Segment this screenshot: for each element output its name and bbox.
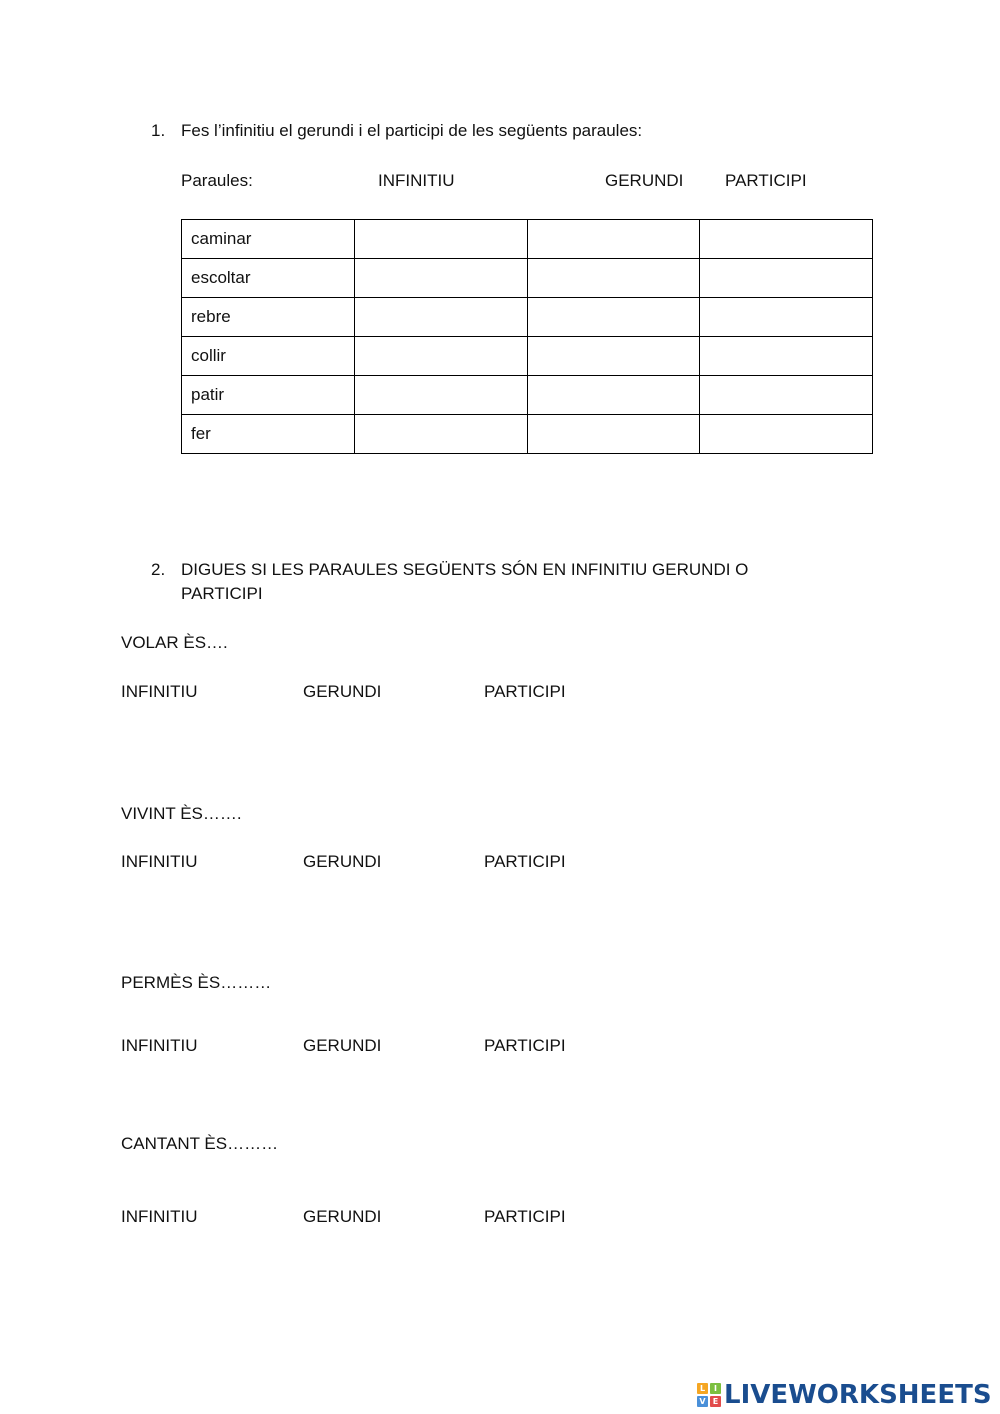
participi-answer-cell[interactable] — [700, 298, 873, 337]
gerundi-answer-cell[interactable] — [527, 415, 700, 454]
table-row — [182, 415, 873, 454]
infinitiu-answer-cell[interactable] — [354, 298, 527, 337]
gerundi-answer-cell[interactable] — [527, 298, 700, 337]
liveworksheets-logo — [697, 1380, 992, 1410]
exercise-1-number: 1. — [151, 121, 166, 140]
infinitiu-answer-cell[interactable] — [354, 415, 527, 454]
logo-grid-icon — [697, 1383, 721, 1407]
table-row — [182, 220, 873, 259]
option-infinitiu[interactable]: INFINITIU — [121, 1036, 198, 1055]
logo-grid-letter: E — [710, 1396, 721, 1407]
participi-answer-cell[interactable] — [700, 259, 873, 298]
word-cell: caminar — [182, 220, 355, 259]
option-infinitiu[interactable]: INFINITIU — [121, 1207, 198, 1226]
table-row — [182, 376, 873, 415]
option-gerundi[interactable]: GERUNDI — [303, 1036, 382, 1055]
table-row — [182, 259, 873, 298]
option-infinitiu[interactable]: INFINITIU — [121, 682, 198, 701]
question-prompt-volar: VOLAR ÈS…. — [121, 633, 228, 652]
option-gerundi[interactable]: GERUNDI — [303, 852, 382, 871]
option-gerundi[interactable]: GERUNDI — [303, 682, 382, 701]
exercise-2-number: 2. — [151, 560, 166, 579]
header-participi: PARTICIPI — [725, 171, 807, 190]
logo-text: LIVEWORKSHEETS — [724, 1380, 992, 1410]
exercise-1-instruction: Fes l’infinitiu el gerundi i el participi de les següents paraules: — [181, 121, 643, 140]
option-participi[interactable]: PARTICIPI — [484, 682, 566, 701]
word-cell: rebre — [182, 298, 355, 337]
infinitiu-answer-cell[interactable] — [354, 376, 527, 415]
participi-answer-cell[interactable] — [700, 376, 873, 415]
header-gerundi: GERUNDI — [605, 171, 684, 190]
header-infinitiu: INFINITIU — [378, 171, 455, 190]
header-paraules: Paraules: — [181, 171, 253, 190]
question-prompt-vivint: VIVINT ÈS……. — [121, 804, 242, 823]
word-cell: fer — [182, 415, 355, 454]
participi-answer-cell[interactable] — [700, 337, 873, 376]
exercise-2-instruction-line-1: DIGUES SI LES PARAULES SEGÜENTS SÓN EN INFINITIU GERUNDI O — [181, 560, 749, 579]
word-cell: patir — [182, 376, 355, 415]
gerundi-answer-cell[interactable] — [527, 337, 700, 376]
verb-forms-table — [181, 219, 873, 454]
table-row — [182, 298, 873, 337]
infinitiu-answer-cell[interactable] — [354, 220, 527, 259]
question-prompt-permes: PERMÈS ÈS……… — [121, 973, 272, 992]
exercise-2-instruction-line-2: PARTICIPI — [181, 584, 263, 603]
option-participi[interactable]: PARTICIPI — [484, 1207, 566, 1226]
table-row — [182, 337, 873, 376]
logo-grid-letter: I — [710, 1383, 721, 1394]
option-gerundi[interactable]: GERUNDI — [303, 1207, 382, 1226]
infinitiu-answer-cell[interactable] — [354, 259, 527, 298]
participi-answer-cell[interactable] — [700, 220, 873, 259]
word-cell: escoltar — [182, 259, 355, 298]
participi-answer-cell[interactable] — [700, 415, 873, 454]
option-infinitiu[interactable]: INFINITIU — [121, 852, 198, 871]
gerundi-answer-cell[interactable] — [527, 220, 700, 259]
gerundi-answer-cell[interactable] — [527, 259, 700, 298]
word-cell: collir — [182, 337, 355, 376]
question-prompt-cantant: CANTANT ÈS……… — [121, 1134, 279, 1153]
gerundi-answer-cell[interactable] — [527, 376, 700, 415]
infinitiu-answer-cell[interactable] — [354, 337, 527, 376]
option-participi[interactable]: PARTICIPI — [484, 1036, 566, 1055]
option-participi[interactable]: PARTICIPI — [484, 852, 566, 871]
logo-grid-letter: L — [697, 1383, 708, 1394]
logo-grid-letter: V — [697, 1396, 708, 1407]
